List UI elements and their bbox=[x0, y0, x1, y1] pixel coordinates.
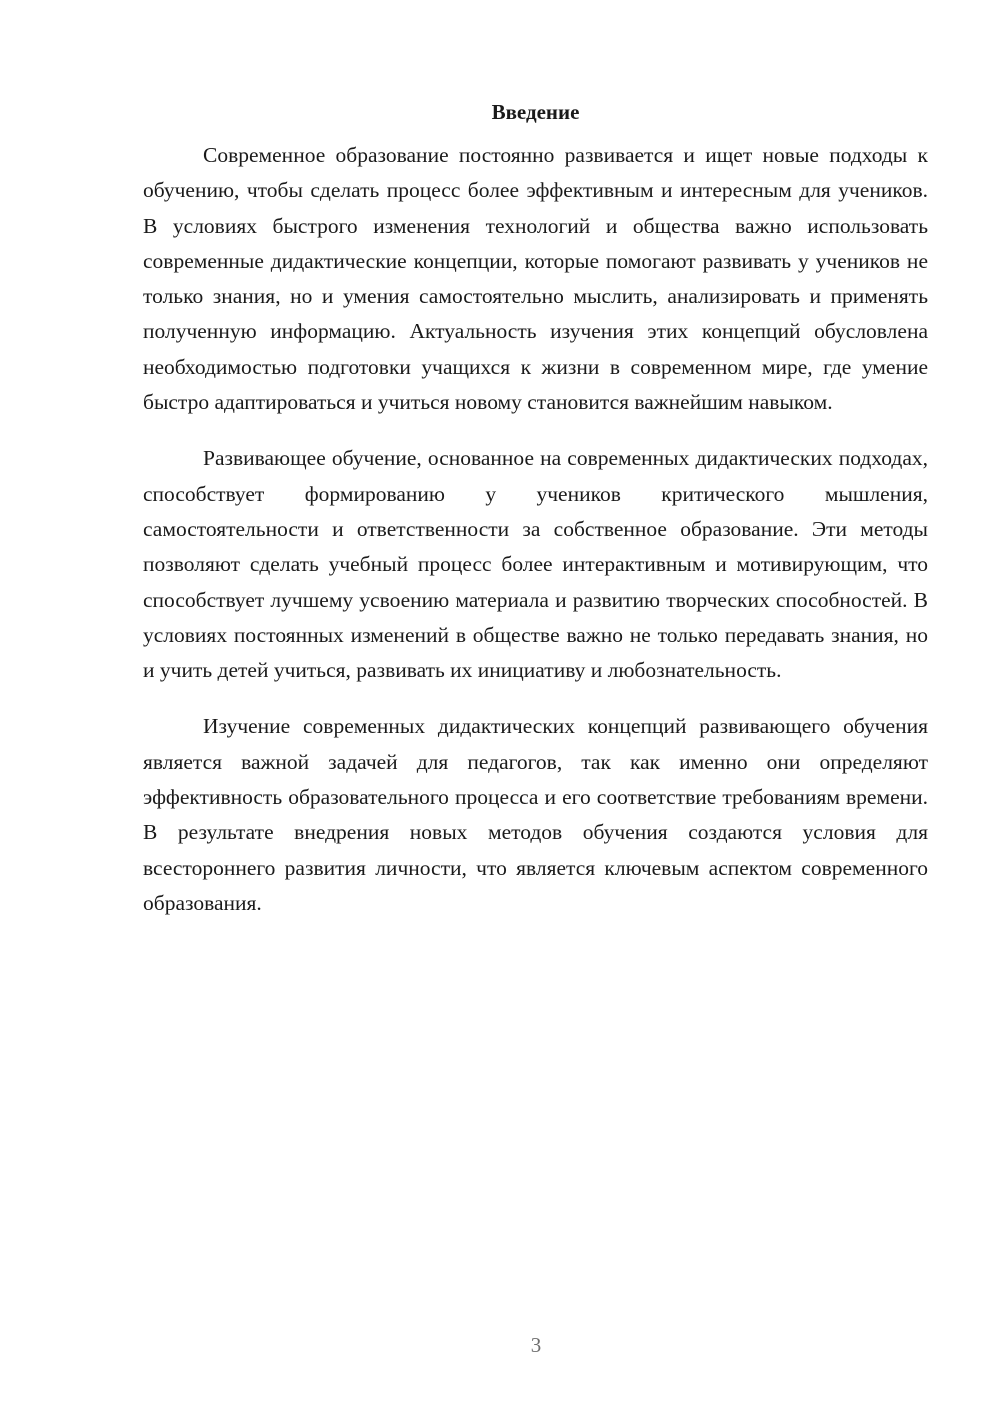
paragraph-2: Развивающее обучение, основанное на современных дидактических подходах, способствует формированию у учеников критического мышления, самостоятельности и ответственности за собственное образование. Эти методы позволяют сделать учебный процесс более интерактивным и мотивирующим, что способствует лучшему усвоению материала и развитию творческих способностей. В условиях постоянных изменений в обществе важно не только передавать знания, но и учить детей учиться, развивать их инициативу и любознательность. bbox=[143, 446, 928, 683]
page-number: 3 bbox=[530, 1333, 542, 1357]
page-title: Введение bbox=[491, 100, 580, 124]
paragraph-1: Современное образование постоянно развивается и ищет новые подходы к обучению, чтобы сделать процесс более эффективным и интересным для учеников. В условиях быстрого изменения технологий и общества важно использовать современные дидактические концепции, которые помогают развивать у учеников не только знания, но и умения самостоятельно мыслить, анализировать и применять полученную информацию. Актуальность изучения этих концепций обусловлена необходимостью подготовки учащихся к жизни в современном мире, где умение быстро адаптироваться и учиться новому становится важнейшим навыком. bbox=[143, 143, 928, 415]
page-content bbox=[143, 97, 928, 921]
paragraph-3: Изучение современных дидактических концепций развивающего обучения является важной задачей для педагогов, так как именно они определяют эффективность образовательного процесса и его соответствие требованиям времени. В результате внедрения новых методов обучения создаются условия для всестороннего развития личности, что является ключевым аспектом современного образования. bbox=[143, 714, 928, 915]
